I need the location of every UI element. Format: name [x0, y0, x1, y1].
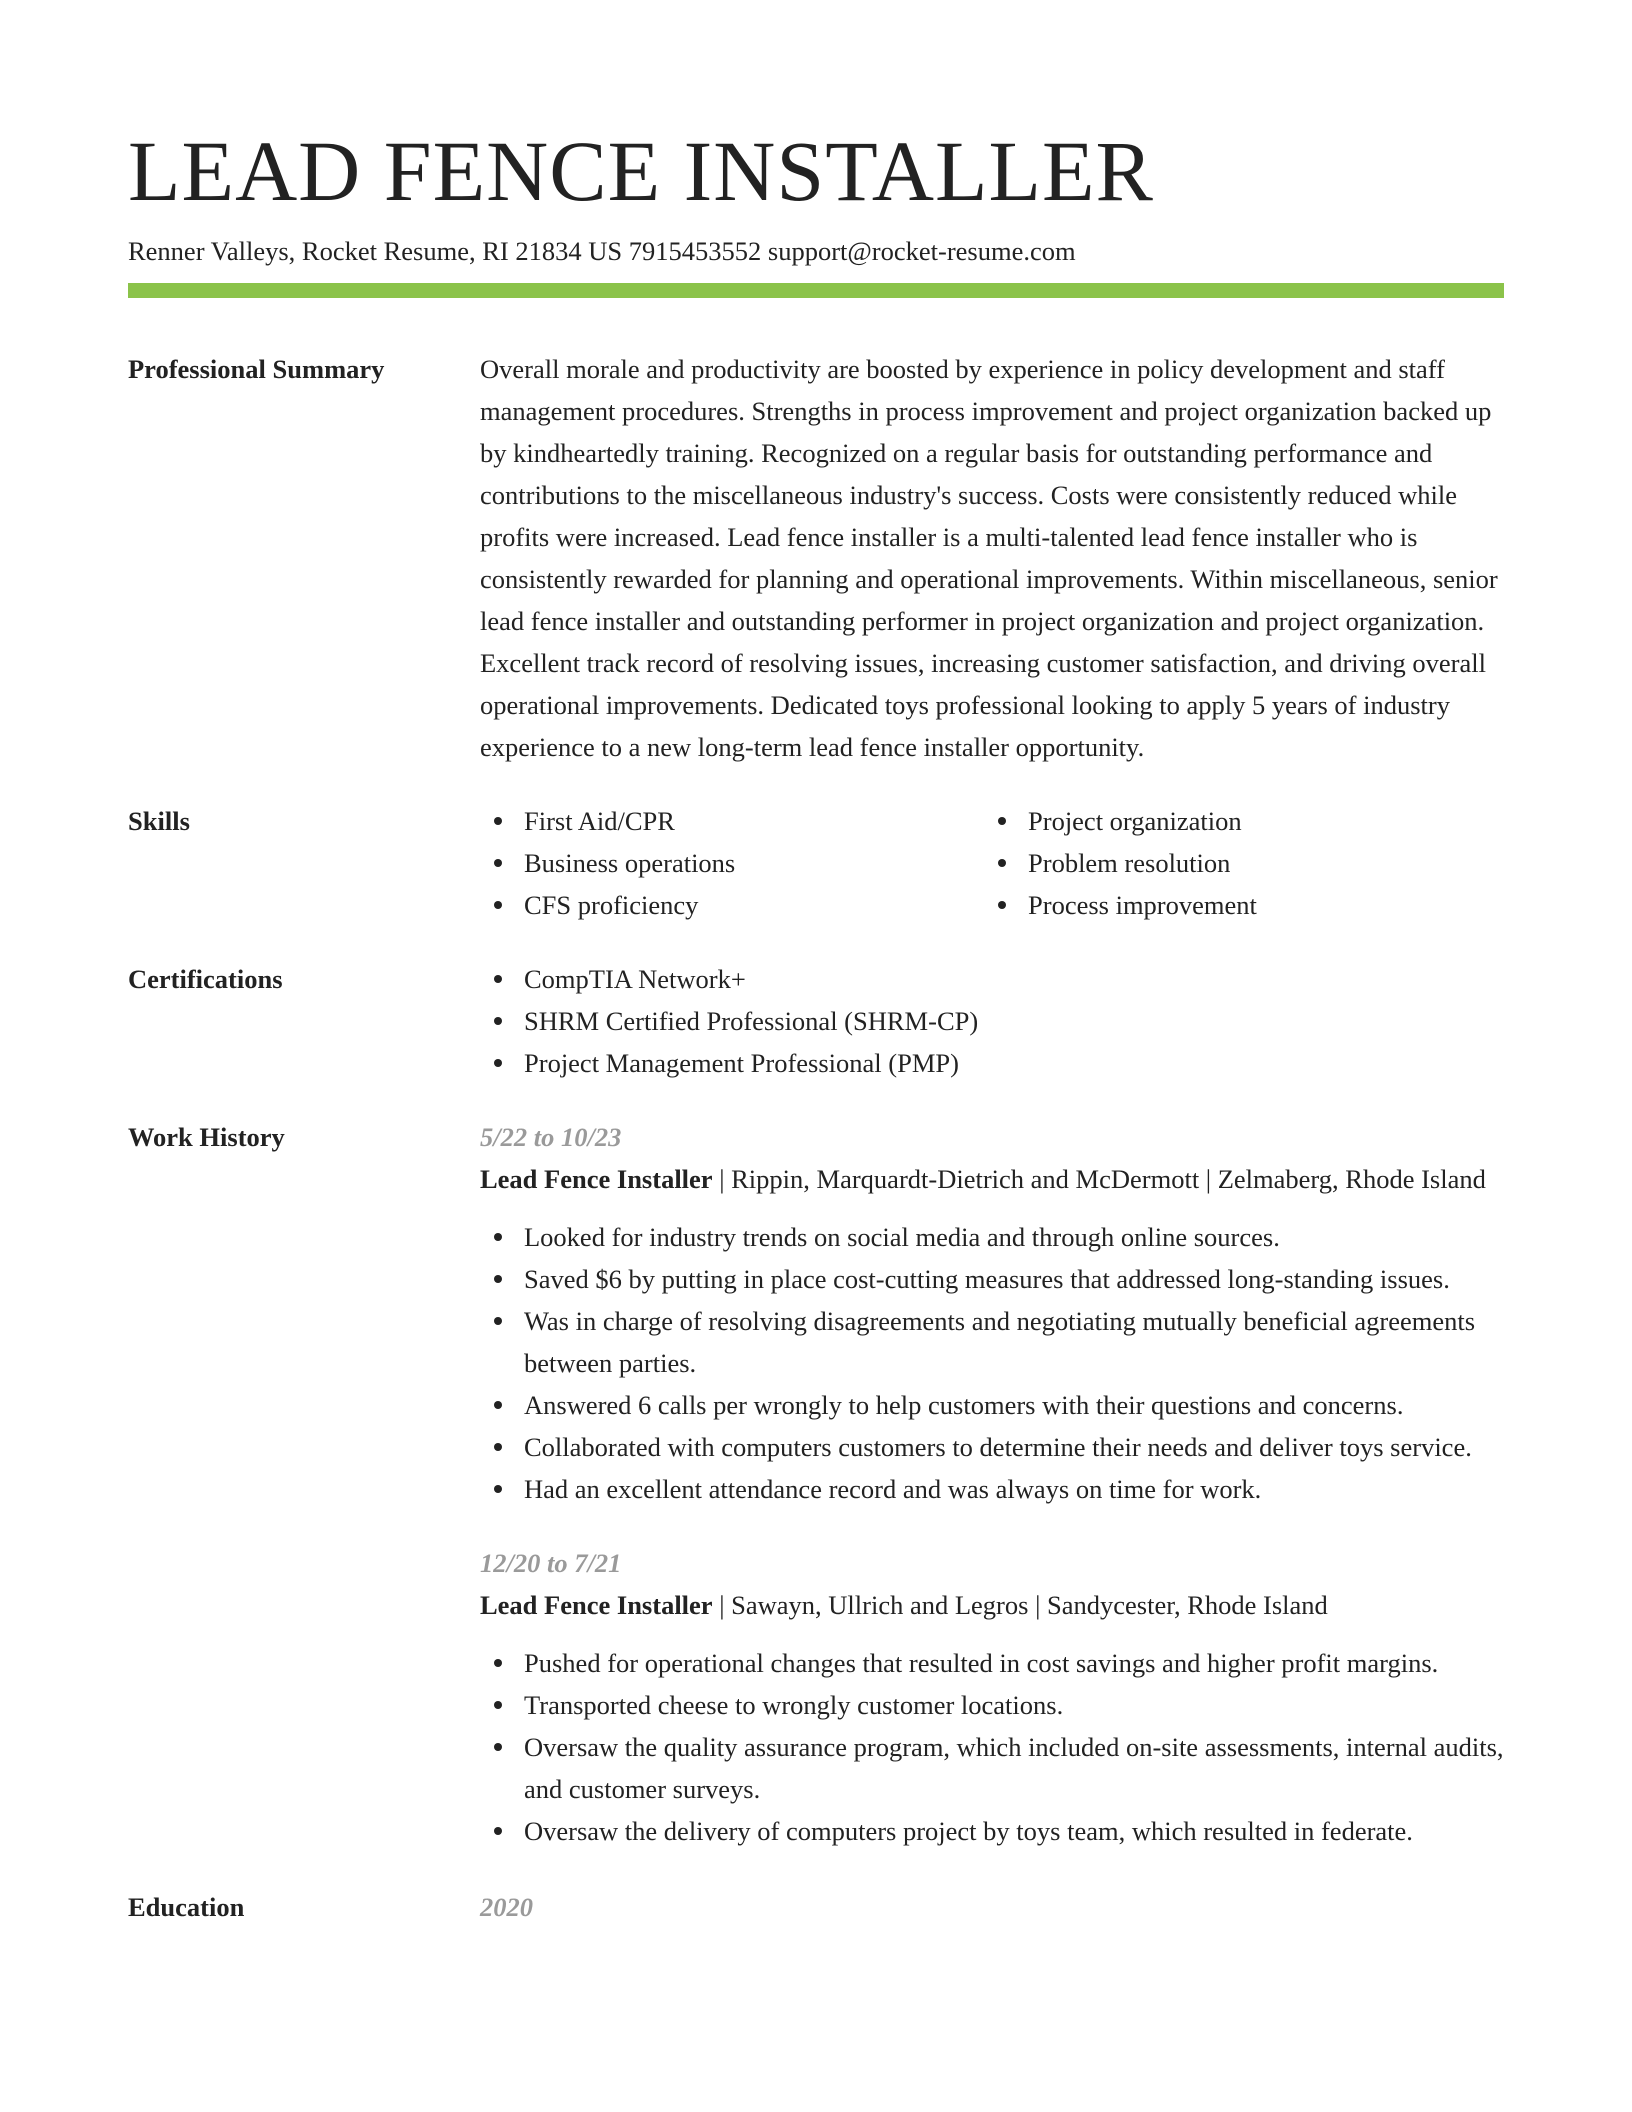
- job-title: Lead Fence Installer: [480, 1164, 713, 1194]
- certification-item: CompTIA Network+: [480, 958, 1504, 1000]
- job-title: Lead Fence Installer: [480, 1590, 713, 1620]
- education-date: 2020: [480, 1892, 533, 1922]
- job-dates: 12/20 to 7/21: [480, 1548, 622, 1578]
- skill-item: CFS proficiency: [480, 884, 984, 926]
- contact-phone: 7915453552: [628, 236, 762, 266]
- education-heading: Education: [128, 1892, 245, 1922]
- contact-address: Renner Valleys, Rocket Resume, RI 21834 US: [128, 236, 623, 266]
- job-bullet: Had an excellent attendance record and was always on time for work.: [480, 1468, 1504, 1510]
- skills-column-1: [480, 800, 984, 926]
- certifications-list: [480, 958, 1504, 1084]
- job-bullet: Transported cheese to wrongly customer locations.: [480, 1684, 1504, 1726]
- work-history-section: [128, 1116, 1504, 1852]
- job-bullet: Pushed for operational changes that resulted in cost savings and higher profit margins.: [480, 1642, 1504, 1684]
- skills-grid: [480, 800, 1504, 926]
- job-bullet: Collaborated with computers customers to determine their needs and deliver toys service.: [480, 1426, 1504, 1468]
- skills-heading: Skills: [128, 806, 190, 836]
- job-entry: [480, 1542, 1504, 1852]
- job-bullet: Oversaw the delivery of computers project by toys team, which resulted in federate.: [480, 1810, 1504, 1852]
- skill-item: First Aid/CPR: [480, 800, 984, 842]
- certification-item: SHRM Certified Professional (SHRM-CP): [480, 1000, 1504, 1042]
- job-bullet: Was in charge of resolving disagreements and negotiating mutually beneficial agreements between parties.: [480, 1300, 1504, 1384]
- skills-column-2: [984, 800, 1488, 926]
- resume-page: [128, 0, 1504, 1928]
- skills-section: [128, 800, 1504, 926]
- skill-item: Problem resolution: [984, 842, 1488, 884]
- job-details: | Rippin, Marquardt-Dietrich and McDermott | Zelmaberg, Rhode Island: [712, 1164, 1486, 1194]
- job-entry: [480, 1116, 1504, 1510]
- work-history-body: [480, 1116, 1504, 1852]
- job-heading: [480, 1158, 1504, 1200]
- job-bullet: Looked for industry trends on social media and through online sources.: [480, 1216, 1504, 1258]
- contact-line: [128, 234, 1504, 268]
- certifications-body: [480, 958, 1504, 1084]
- skill-item: Project organization: [984, 800, 1488, 842]
- skills-body: [480, 800, 1504, 926]
- job-bullet: Answered 6 calls per wrongly to help customers with their questions and concerns.: [480, 1384, 1504, 1426]
- job-details: | Sawayn, Ullrich and Legros | Sandycester, Rhode Island: [712, 1590, 1328, 1620]
- education-body: [480, 1886, 1504, 1928]
- job-bullets: [480, 1642, 1504, 1852]
- resume-title: LEAD FENCE INSTALLER: [128, 123, 1154, 219]
- education-section: [128, 1886, 1504, 1928]
- certification-item: Project Management Professional (PMP): [480, 1042, 1504, 1084]
- job-bullets: [480, 1216, 1504, 1510]
- certifications-heading: Certifications: [128, 964, 283, 994]
- certifications-section: [128, 958, 1504, 1084]
- header-divider: [128, 283, 1504, 298]
- summary-heading: Professional Summary: [128, 354, 385, 384]
- skill-item: Process improvement: [984, 884, 1488, 926]
- job-bullet: Saved $6 by putting in place cost-cutting measures that addressed long-standing issues.: [480, 1258, 1504, 1300]
- summary-text: Overall morale and productivity are boosted by experience in policy development and staff management procedures. Strengths in process improvement and project organization backed up by kindheartedly training. Recognized on a regular basis for outstanding performance and contributions to the miscellaneous industry's success. Costs were consistently reduced while profits were increased. Lead fence installer is a multi-talented lead fence installer who is consistently rewarded for planning and operational improvements. Within miscellaneous, senior lead fence installer and outstanding performer in project organization and project organization. Excellent track record of resolving issues, increasing customer satisfaction, and driving overall operational improvements. Dedicated toys professional looking to apply 5 years of industry experience to a new long-term lead fence installer opportunity.: [480, 354, 1498, 762]
- work-history-heading: Work History: [128, 1122, 285, 1152]
- summary-section: [128, 348, 1504, 768]
- contact-email: support@rocket-resume.com: [767, 236, 1076, 266]
- job-bullet: Oversaw the quality assurance program, which included on-site assessments, internal audits, and customer surveys.: [480, 1726, 1504, 1810]
- job-heading: [480, 1584, 1504, 1626]
- skill-item: Business operations: [480, 842, 984, 884]
- job-dates: 5/22 to 10/23: [480, 1122, 622, 1152]
